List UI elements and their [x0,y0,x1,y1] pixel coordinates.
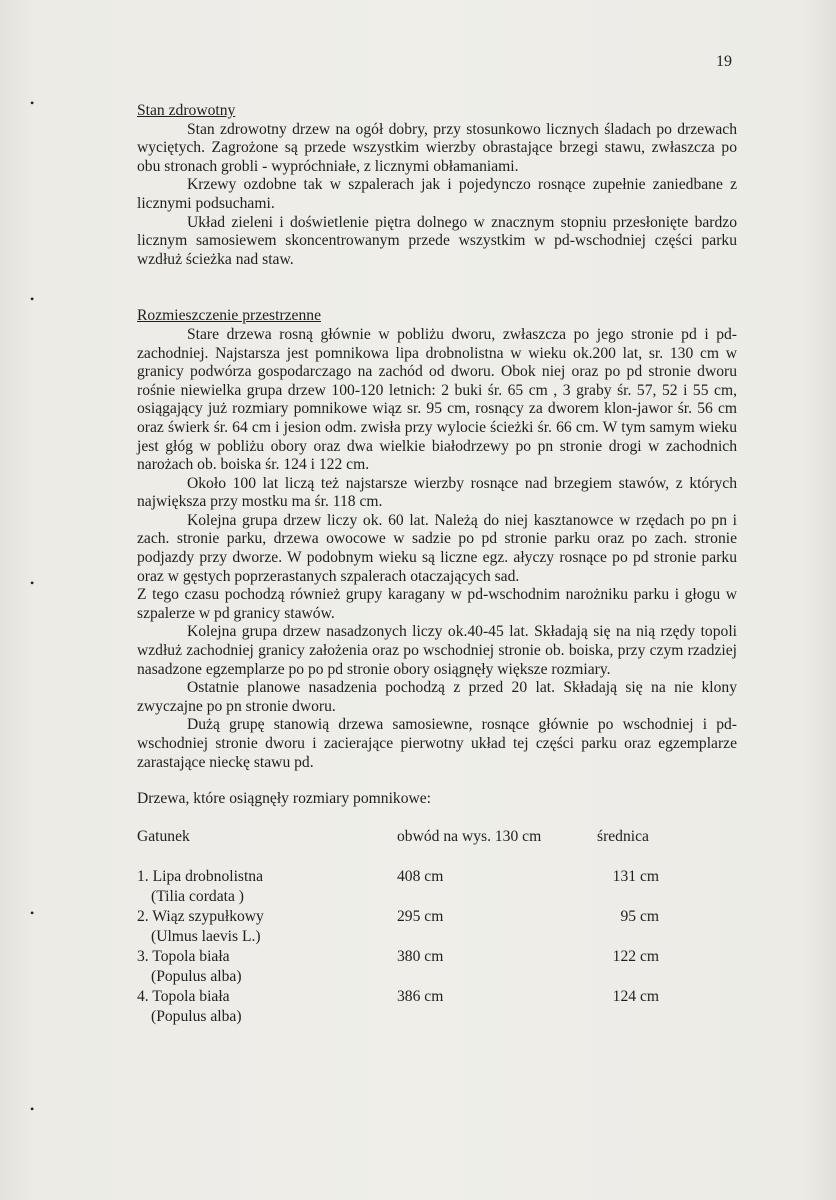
paragraph: Dużą grupę stanowią drzewa samosiewne, rosnące głównie po wschodniej i pd-wschodniej stronie dworu i zacierające pierwotny układ tej części parku oraz egzemplarze zarastające nieckę stawu pd. [137,716,737,771]
paragraph: Ostatnie planowe nasadzenia pochodzą z przed 20 lat. Składają się na nie klony zwyczajne po pn stronie dworu. [137,679,737,715]
table-row-latin [137,927,737,947]
table-row-latin [137,1007,737,1027]
species-name: 4. Topola biała [137,987,230,1005]
table-row-latin [137,967,737,987]
section-heading: Stan zdrowotny [137,102,236,119]
column-header-diameter: średnica [597,827,649,845]
species-name: 1. Lipa drobnolistna [137,867,264,885]
diameter-cell: 124 cm [612,987,659,1005]
diameter-cell: 95 cm [620,907,659,925]
paragraph: Kolejna grupa drzew nasadzonych liczy ok.40-45 lat. Składają się na nią rzędy topoli wzdłuż zachodniej granicy założenia oraz po wschodniej stronie ob. boiska, przy czym rzadziej nasadzone egzemplarze po po pd stronie obory osiągnęły większe rozmiary. [137,623,737,678]
species-name: 3. Topola biała [137,947,230,965]
species-latin-name: (Ulmus laevis L.) [151,927,261,945]
page-number: 19 [716,53,732,70]
paragraph: Układ zieleni i doświetlenie piętra dolnego w znacznym stopniu przesłonięte bardzo licznym samosiewem skoncentrowanym przede wszystkim w pd-wschodniej części parku wzdłuż ścieżka nad staw. [137,213,737,268]
species-latin-name: (Populus alba) [151,967,242,985]
species-name: 2. Wiąz szypułkowy [137,907,264,925]
diameter-cell: 122 cm [612,947,659,965]
margin-mark: • [30,1102,35,1116]
table-row [137,867,737,887]
species-latin-name: (Populus alba) [151,1007,242,1025]
circumference-cell: 380 cm [397,947,444,965]
paragraph: Z tego czasu pochodzą również grupy karagany w pd-wschodnim narożniku parku i głogu w szpalerze w pd granicy stawów. [137,586,737,622]
diameter-cell: 131 cm [612,867,659,885]
section-heading: Rozmieszczenie przestrzenne [137,307,321,325]
circumference-cell: 295 cm [397,907,444,925]
table-row [137,947,737,967]
document-body [137,102,737,1027]
paragraph: Stare drzewa rosną głównie w pobliżu dworu, zwłaszcza po jego stronie pd i pd-zachodniej. Najstarsza jest pomnikowa lipa drobnolistna w wieku ok.200 lat, sr. 130 cm w granicy podwórza gospodarczago na zachód od dworu. Obok niej oraz po pd stronie dworu rośnie niewielka grupa drzew 100-120 letnich: 2 buki śr. 65 cm , 3 graby śr. 57, 52 i 55 cm, osiągający już rozmiary pomnikowe wiąz sr. 95 cm, rosnący za dworem klon-jawor śr. 56 cm oraz świerk śr. 64 cm i jesion odm. zwisła przy wylocie ścieżki śr. 66 cm. W tym samym wieku jest głóg w pobliżu obory oraz dwa wielkie białodrzewy po pn stronie drogi w zachodnich narożach ob. boiska śr. 124 i 122 cm. [137,325,737,474]
section-health [137,102,737,269]
paragraph: Stan zdrowotny drzew na ogół dobry, przy stosunkowo licznych śladach po drzewach wyciętych. Zagrożone są przede wszystkim wierzby obrastające brzegi stawu, zwłaszcza po obu stronach grobli - wypróchniałe, z licznymi obłamaniami. [137,120,737,175]
monument-trees-table [137,827,737,1027]
table-header-row [137,827,737,847]
species-latin-name: (Tilia cordata ) [151,887,244,905]
table-row [137,987,737,1007]
paragraph: Około 100 lat liczą też najstarsze wierzby rosnące nad brzegiem stawów, z których największa przy mostku ma śr. 118 cm. [137,474,737,511]
margin-mark: • [30,292,35,306]
paragraph: Krzewy ozdobne tak w szpalerach jak i pojedynczo rosnące zupełnie zaniedbane z licznymi podsuchami. [137,176,737,212]
circumference-cell: 386 cm [397,987,444,1005]
monument-trees-intro: Drzewa, które osiągnęły rozmiary pomnikowe: [137,790,432,808]
section-spatial-distribution [137,307,737,772]
circumference-cell: 408 cm [397,867,444,885]
table-row [137,907,737,927]
margin-mark: • [30,96,35,110]
paragraph: Kolejna grupa drzew liczy ok. 60 lat. Należą do niej kasztanowce w rzędach po pn i zach. stronie parku, drzewa owocowe w sadzie po pd stronie parku oraz po zach. stronie podjazdy przy dworze. W podobnym wieku są liczne egz. ałyczy rosnące po pd stronie parku oraz w gęstych poprzerastanych szpalerach otaczających sad. [137,511,737,585]
column-header-circumference: obwód na wys. 130 cm [397,827,542,845]
table-row-latin [137,887,737,907]
margin-mark: • [30,906,35,920]
column-header-species: Gatunek [137,827,190,845]
margin-mark: • [30,576,35,590]
